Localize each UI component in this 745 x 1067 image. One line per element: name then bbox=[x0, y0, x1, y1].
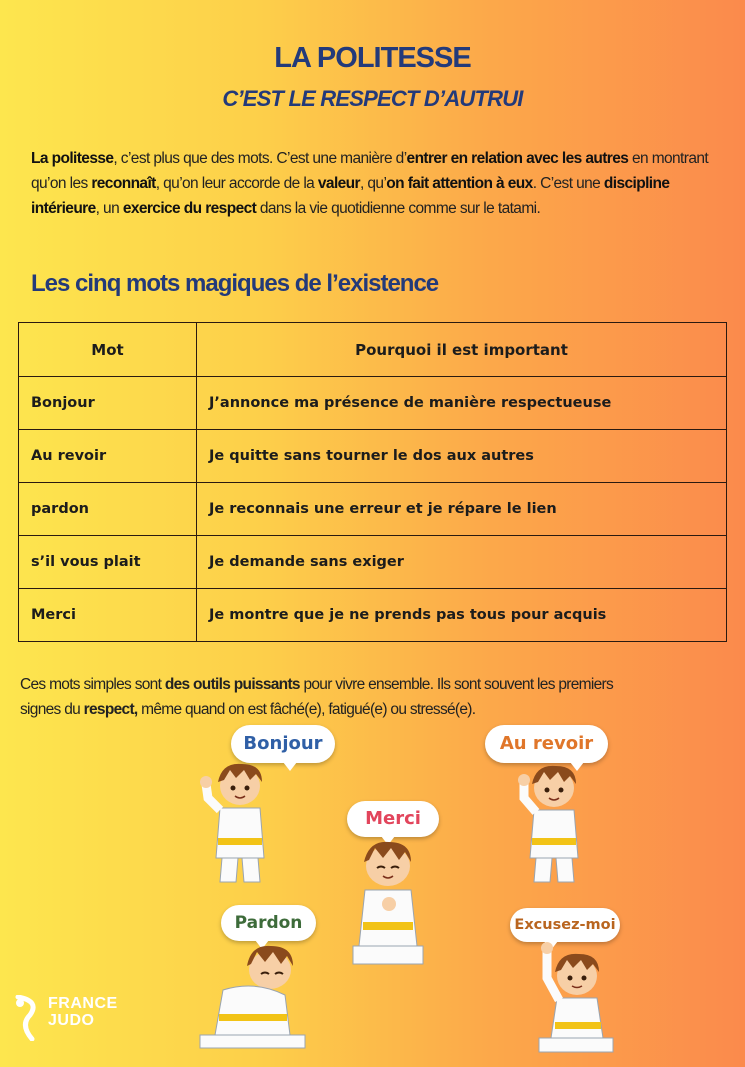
bubble-au-revoir-text: Au revoir bbox=[499, 733, 594, 754]
closing-line-1 bbox=[20, 672, 745, 697]
bubble-bonjour-text: Bonjour bbox=[243, 733, 323, 754]
judoka-waving-illustration bbox=[200, 758, 280, 888]
bubble-merci bbox=[347, 801, 439, 837]
bubble-pardon bbox=[221, 905, 316, 941]
table-cell-word: Au revoir bbox=[19, 430, 197, 483]
bubble-excusez-moi-text: Excusez-moi bbox=[514, 917, 616, 933]
intro-text: dans la vie quotidienne comme sur le tatami. bbox=[256, 200, 541, 217]
table-row bbox=[19, 589, 727, 642]
intro-text: , un bbox=[95, 200, 123, 217]
closing-line-2 bbox=[20, 697, 745, 722]
table-row bbox=[19, 377, 727, 430]
table-cell-word: Bonjour bbox=[19, 377, 197, 430]
table-row bbox=[19, 536, 727, 589]
judoka-pardon-illustration bbox=[195, 940, 315, 1055]
column-header-pourquoi: Pourquoi il est important bbox=[197, 323, 727, 377]
judoka-au-revoir-illustration bbox=[512, 758, 592, 888]
table-row bbox=[19, 430, 727, 483]
logo-line-1: FRANCE bbox=[48, 995, 118, 1012]
table-header-row bbox=[19, 323, 727, 377]
intro-bold-text: reconnaît bbox=[91, 175, 156, 192]
column-header-mot: Mot bbox=[19, 323, 197, 377]
intro-text: , qu’on leur accorde de la bbox=[155, 175, 318, 192]
table-cell-reason: J’annonce ma présence de manière respectueuse bbox=[197, 377, 727, 430]
table-cell-word: Merci bbox=[19, 589, 197, 642]
intro-text: en montrant qu’on les bbox=[31, 150, 709, 192]
table-cell-reason: Je montre que je ne prends pas tous pour acquis bbox=[197, 589, 727, 642]
judoka-bowing-merci-illustration bbox=[343, 836, 433, 971]
closing-text: pour vivre ensemble. Ils sont souvent les premiers bbox=[299, 676, 614, 693]
table-cell-reason: Je demande sans exiger bbox=[197, 536, 727, 589]
judo-swoosh-icon bbox=[12, 995, 42, 1041]
table-row bbox=[19, 483, 727, 536]
closing-text: signes du bbox=[20, 701, 84, 718]
closing-paragraph bbox=[20, 672, 745, 722]
intro-bold-text: entrer en relation avec les autres bbox=[406, 150, 629, 167]
page-title: LA POLITESSE bbox=[274, 42, 471, 74]
closing-bold-text: respect, bbox=[83, 701, 138, 718]
table-cell-word: pardon bbox=[19, 483, 197, 536]
intro-bold-text: valeur bbox=[317, 175, 360, 192]
intro-bold-text: La politesse bbox=[31, 150, 114, 167]
bubble-merci-text: Merci bbox=[365, 808, 421, 829]
intro-text: , c’est plus que des mots. C’est une manière d’ bbox=[113, 150, 407, 167]
logo-wordmark bbox=[48, 995, 118, 1029]
intro-text: . C’est une bbox=[532, 175, 604, 192]
closing-text: même quand on est fâché(e), fatigué(e) ou stressé(e). bbox=[137, 701, 476, 718]
bubble-pardon-text: Pardon bbox=[234, 913, 303, 933]
table-cell-reason: Je reconnais une erreur et je répare le lien bbox=[197, 483, 727, 536]
closing-text: Ces mots simples sont bbox=[20, 676, 165, 693]
section-title: Les cinq mots magiques de l’existence bbox=[31, 270, 439, 297]
logo-line-2: JUDO bbox=[48, 1012, 95, 1029]
intro-bold-text: on fait attention à eux bbox=[386, 175, 533, 192]
intro-text: , qu’ bbox=[359, 175, 387, 192]
closing-bold-text: des outils puissants bbox=[164, 676, 300, 693]
table-cell-reason: Je quitte sans tourner le dos aux autres bbox=[197, 430, 727, 483]
judoka-excusez-moi-illustration bbox=[525, 938, 625, 1058]
table-cell-word: s’il vous plait bbox=[19, 536, 197, 589]
intro-bold-text: exercice du respect bbox=[122, 200, 257, 217]
bubble-excusez-moi bbox=[510, 908, 620, 942]
page-subtitle: C’EST LE RESPECT D’AUTRUI bbox=[222, 86, 523, 111]
intro-paragraph bbox=[31, 146, 711, 221]
intro-bold-text: discipline intérieure bbox=[31, 175, 670, 217]
magic-words-table bbox=[18, 322, 727, 642]
